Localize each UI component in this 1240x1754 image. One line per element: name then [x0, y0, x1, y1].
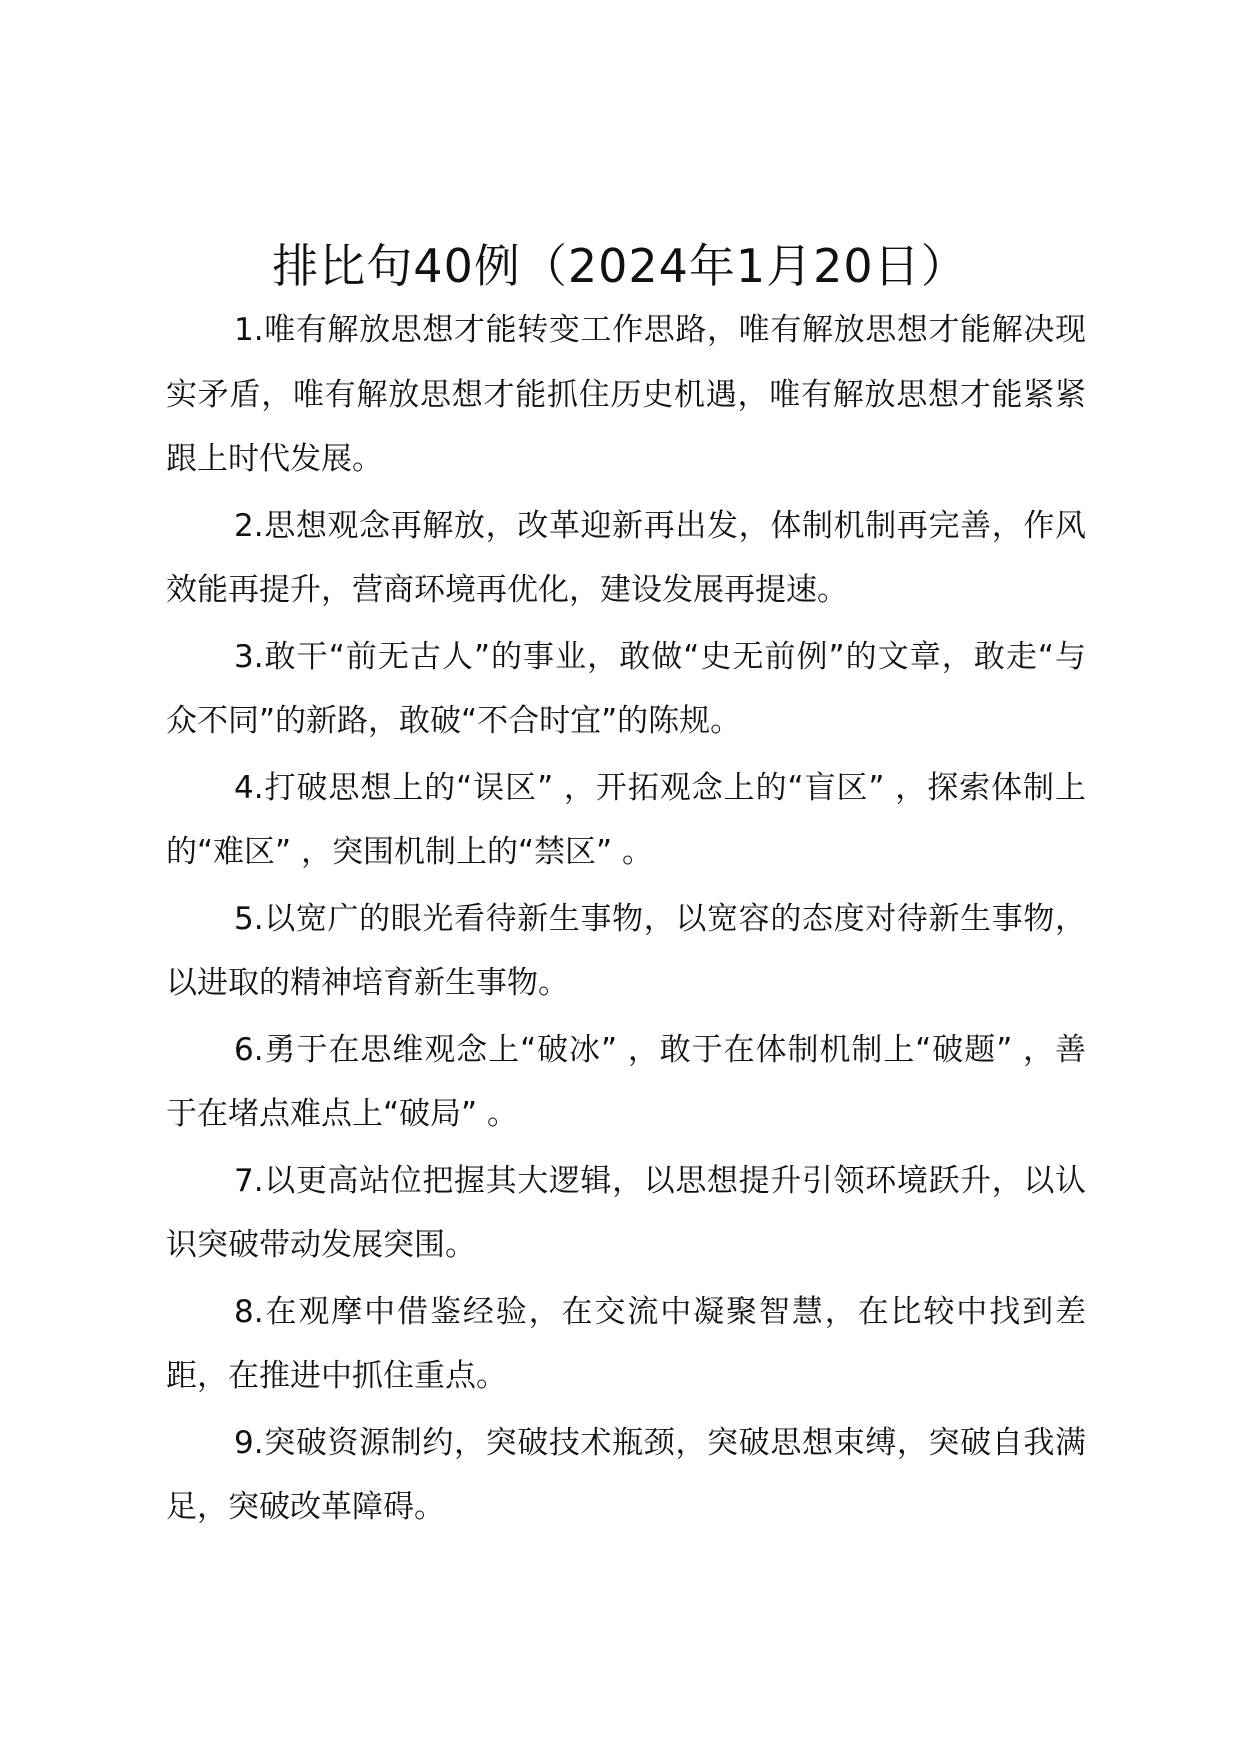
paragraph-7: 7.以更高站位把握其大逻辑，以思想提升引领环境跃升，以认识突破带动发展突围。: [166, 1162, 1086, 1263]
paragraph-8: 8.在观摩中借鉴经验，在交流中凝聚智慧，在比较中找到差距，在推进中抓住重点。: [166, 1293, 1086, 1394]
paragraph-3: 3.敢干“前无古人”的事业，敢做“史无前例”的文章，敢走“与众不同”的新路，敢破“不合时宜”的陈规。: [166, 638, 1086, 739]
document-body: [166, 298, 1086, 1542]
paragraph-5: 5.以宽广的眼光看待新生事物，以宽容的态度对待新生事物，以进取的精神培育新生事物。: [166, 900, 1086, 1001]
paragraph-9: 9.突破资源制约，突破技术瓶颈，突破思想束缚，突破自我满足，突破改革障碍。: [166, 1424, 1086, 1525]
document-title: 排比句40例（2024年1月20日）: [272, 239, 968, 293]
paragraph-4: 4.打破思想上的“误区” ，开拓观念上的“盲区” ，探索体制上的“难区” ，突围机制上的“禁区” 。: [166, 769, 1086, 870]
paragraph-6: 6.勇于在思维观念上“破冰” ，敢于在体制机制上“破题” ，善于在堵点难点上“破局” 。: [166, 1031, 1086, 1132]
paragraph-2: 2.思想观念再解放，改革迎新再出发，体制机制再完善，作风效能再提升，营商环境再优化，建设发展再提速。: [166, 507, 1086, 608]
paragraph-1: 1.唯有解放思想才能转变工作思路，唯有解放思想才能解决现实矛盾，唯有解放思想才能抓住历史机遇，唯有解放思想才能紧紧跟上时代发展。: [166, 312, 1086, 477]
